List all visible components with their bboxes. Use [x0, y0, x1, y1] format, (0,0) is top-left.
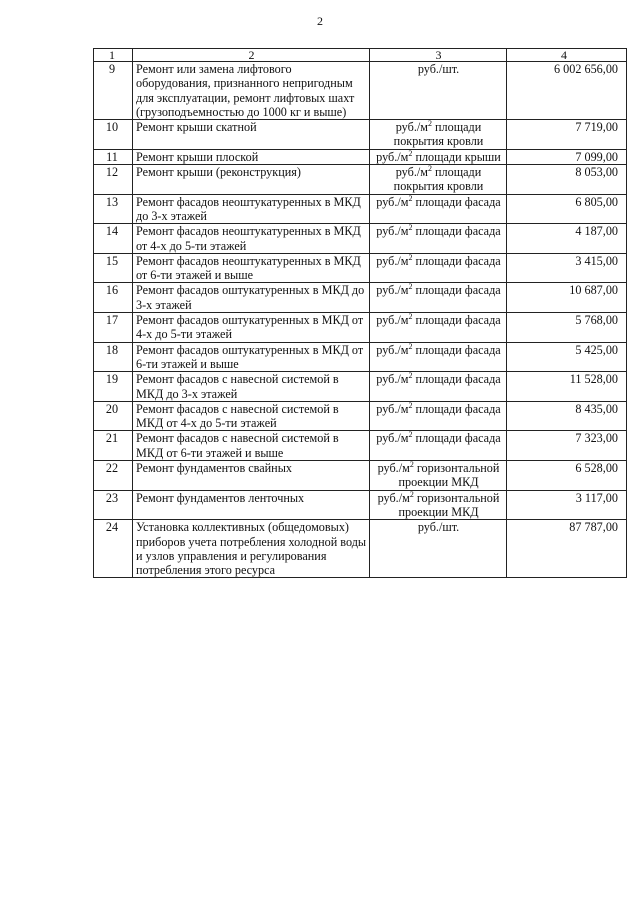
- row-unit: $руб./м^2$ горизонтальной проекции МКД: [370, 490, 507, 520]
- table-row: [94, 313, 627, 343]
- row-number: 19: [94, 372, 133, 402]
- row-work-name: Ремонт фасадов с навесной системой в МКД от 4-х до 5-ти этажей: [133, 401, 370, 431]
- table-header-row: [94, 49, 627, 62]
- row-unit: $руб./м^2$ площади фасада: [370, 342, 507, 372]
- row-work-name: Ремонт фасадов неоштукатуренных в МКД от 4-х до 5-ти этажей: [133, 224, 370, 254]
- row-work-name: Ремонт фасадов с навесной системой в МКД от 6-ти этажей и выше: [133, 431, 370, 461]
- row-unit: $руб./м^2$ площади покрытия кровли: [370, 120, 507, 150]
- row-number: 18: [94, 342, 133, 372]
- row-number: 24: [94, 520, 133, 578]
- row-unit: руб./шт.: [370, 520, 507, 578]
- row-price: 10 687,00: [507, 283, 627, 313]
- row-price: 5 768,00: [507, 313, 627, 343]
- row-unit: руб./шт.: [370, 62, 507, 120]
- table-row: [94, 490, 627, 520]
- row-price: 87 787,00: [507, 520, 627, 578]
- row-work-name: Ремонт фасадов неоштукатуренных в МКД до 3-х этажей: [133, 194, 370, 224]
- table-row: [94, 283, 627, 313]
- row-number: 12: [94, 165, 133, 195]
- row-unit: $руб./м^2$ горизонтальной проекции МКД: [370, 461, 507, 491]
- row-number: 11: [94, 149, 133, 164]
- row-number: 23: [94, 490, 133, 520]
- superscript-2: 2: [427, 164, 432, 174]
- table-row: [94, 372, 627, 402]
- row-work-name: Ремонт крыши (реконструкция): [133, 165, 370, 195]
- superscript-2: 2: [408, 430, 413, 440]
- row-unit: $руб./м^2$ площади фасада: [370, 253, 507, 283]
- superscript-2: 2: [408, 148, 413, 158]
- row-price: 4 187,00: [507, 224, 627, 254]
- row-unit: $руб./м^2$ площади фасада: [370, 194, 507, 224]
- header-col-price: 4: [507, 49, 627, 62]
- superscript-2: 2: [408, 371, 413, 381]
- row-price: 6 805,00: [507, 194, 627, 224]
- table-row: [94, 253, 627, 283]
- superscript-2: 2: [408, 400, 413, 410]
- superscript-2: 2: [409, 489, 414, 499]
- header-col-number: 1: [94, 49, 133, 62]
- row-price: 11 528,00: [507, 372, 627, 402]
- row-unit: $руб./м^2$ площади фасада: [370, 401, 507, 431]
- row-number: 16: [94, 283, 133, 313]
- row-price: 7 323,00: [507, 431, 627, 461]
- table-row: [94, 62, 627, 120]
- row-unit: $руб./м^2$ площади крыши: [370, 149, 507, 164]
- table-row: [94, 224, 627, 254]
- row-price: 8 435,00: [507, 401, 627, 431]
- superscript-2: 2: [408, 223, 413, 233]
- row-work-name: Ремонт фасадов оштукатуренных в МКД до 3-х этажей: [133, 283, 370, 313]
- table-row: [94, 120, 627, 150]
- row-work-name: Ремонт или замена лифтового оборудования, признанного непригодным для эксплуатации, ремонт лифтовых шахт (грузоподъемностью до 1000 кг и выше): [133, 62, 370, 120]
- superscript-2: 2: [408, 252, 413, 262]
- header-col-name: 2: [133, 49, 370, 62]
- superscript-2: 2: [427, 119, 432, 129]
- row-unit: $руб./м^2$ площади фасада: [370, 224, 507, 254]
- row-unit: $руб./м^2$ площади фасада: [370, 431, 507, 461]
- row-number: 20: [94, 401, 133, 431]
- row-price: 7 099,00: [507, 149, 627, 164]
- superscript-2: 2: [408, 282, 413, 292]
- row-unit: $руб./м^2$ площади фасада: [370, 283, 507, 313]
- row-price: 6 002 656,00: [507, 62, 627, 120]
- row-price: 3 415,00: [507, 253, 627, 283]
- price-table: [93, 48, 627, 578]
- table-row: [94, 401, 627, 431]
- table-row: [94, 149, 627, 164]
- price-table-body: [94, 49, 627, 578]
- row-work-name: Ремонт крыши скатной: [133, 120, 370, 150]
- superscript-2: 2: [408, 312, 413, 322]
- superscript-2: 2: [408, 193, 413, 203]
- table-row: [94, 342, 627, 372]
- row-work-name: Ремонт фундаментов ленточных: [133, 490, 370, 520]
- header-col-unit: 3: [370, 49, 507, 62]
- row-price: 7 719,00: [507, 120, 627, 150]
- row-work-name: Ремонт фундаментов свайных: [133, 461, 370, 491]
- table-row: [94, 194, 627, 224]
- row-unit: $руб./м^2$ площади покрытия кровли: [370, 165, 507, 195]
- row-work-name: Ремонт фасадов неоштукатуренных в МКД от 6-ти этажей и выше: [133, 253, 370, 283]
- row-number: 17: [94, 313, 133, 343]
- table-row: [94, 431, 627, 461]
- row-number: 22: [94, 461, 133, 491]
- row-number: 9: [94, 62, 133, 120]
- superscript-2: 2: [408, 341, 413, 351]
- row-unit: $руб./м^2$ площади фасада: [370, 313, 507, 343]
- row-number: 15: [94, 253, 133, 283]
- row-price: 3 117,00: [507, 490, 627, 520]
- row-unit: $руб./м^2$ площади фасада: [370, 372, 507, 402]
- row-price: 6 528,00: [507, 461, 627, 491]
- table-row: [94, 520, 627, 578]
- row-number: 10: [94, 120, 133, 150]
- table-row: [94, 461, 627, 491]
- page-number: 2: [317, 14, 323, 28]
- row-price: 8 053,00: [507, 165, 627, 195]
- row-work-name: Ремонт фасадов оштукатуренных в МКД от 6-ти этажей и выше: [133, 342, 370, 372]
- row-number: 21: [94, 431, 133, 461]
- superscript-2: 2: [409, 460, 414, 470]
- row-work-name: Ремонт фасадов с навесной системой в МКД до 3-х этажей: [133, 372, 370, 402]
- row-number: 13: [94, 194, 133, 224]
- row-work-name: Установка коллективных (общедомовых) приборов учета потребления холодной воды и узлов управления и регулирования потребления этого ресурса: [133, 520, 370, 578]
- row-number: 14: [94, 224, 133, 254]
- row-work-name: Ремонт фасадов оштукатуренных в МКД от 4-х до 5-ти этажей: [133, 313, 370, 343]
- row-price: 5 425,00: [507, 342, 627, 372]
- row-work-name: Ремонт крыши плоской: [133, 149, 370, 164]
- table-row: [94, 165, 627, 195]
